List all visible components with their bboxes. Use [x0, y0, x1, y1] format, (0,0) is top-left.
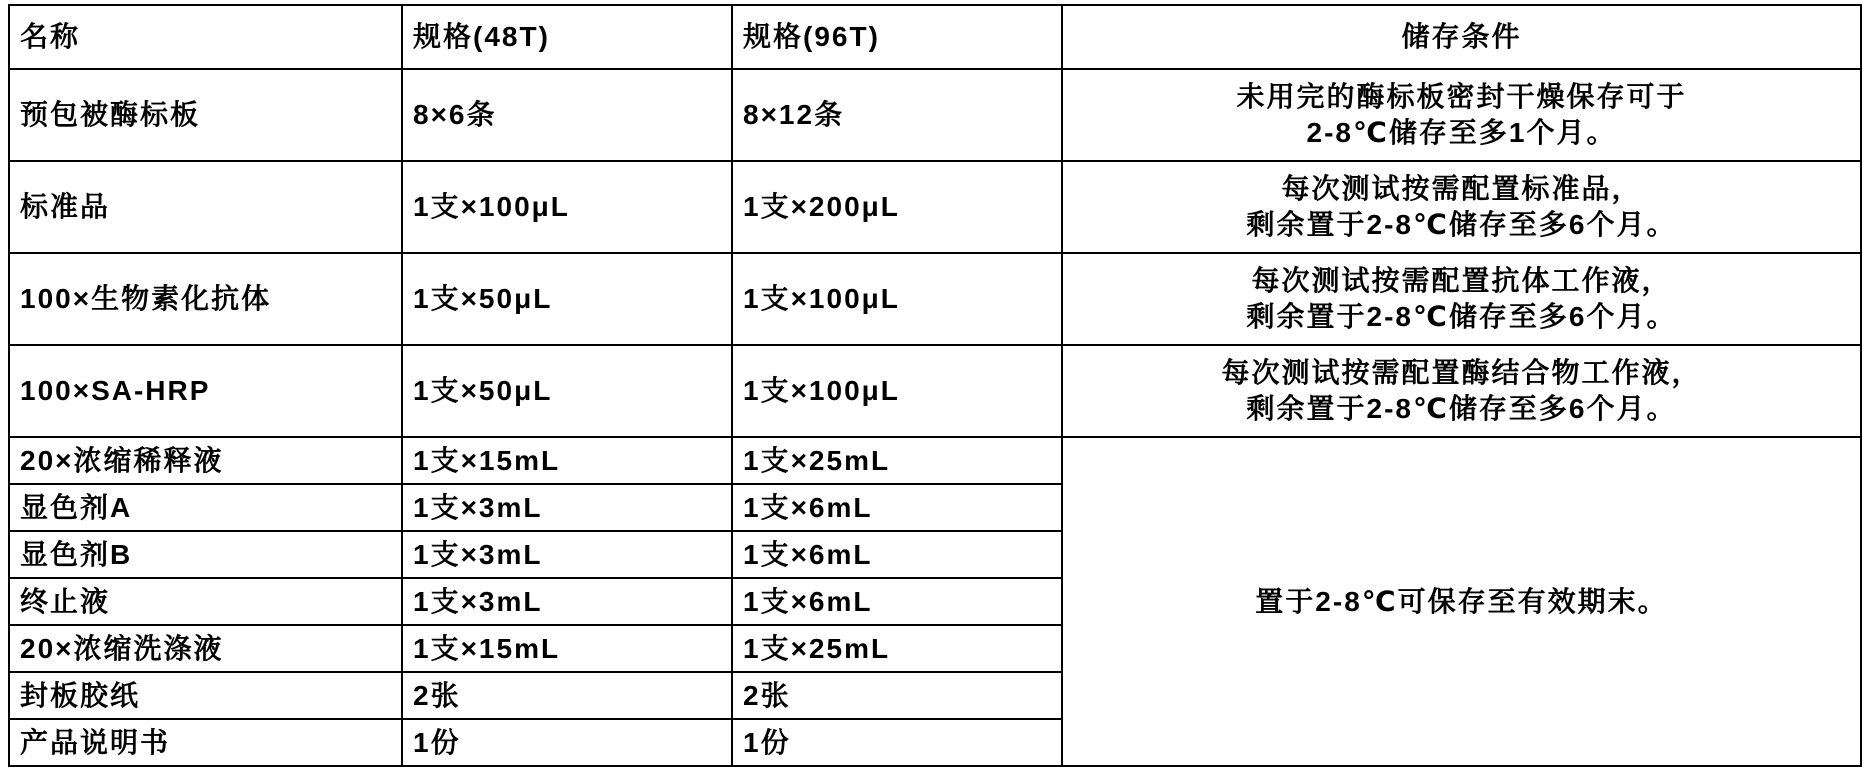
column-header-spec-96t: 规格(96T) [732, 5, 1062, 69]
cell-spec-96t: 1支×6mL [732, 578, 1062, 625]
cell-storage [1062, 345, 1861, 437]
document-page [0, 4, 1875, 758]
cell-name: 20×浓缩洗涤液 [9, 625, 402, 672]
storage-line: 剩余置于2-8℃储存至多6个月。 [1246, 209, 1677, 240]
table-body [9, 69, 1861, 766]
storage-line: 剩余置于2-8℃储存至多6个月。 [1246, 301, 1677, 332]
column-header-storage: 储存条件 [1062, 5, 1861, 69]
cell-spec-96t: 1支×6mL [732, 531, 1062, 578]
cell-name: 产品说明书 [9, 719, 402, 766]
storage-line: 未用完的酶标板密封干燥保存可于 [1236, 81, 1687, 113]
table-header-row [9, 5, 1861, 69]
cell-name: 100×SA-HRP [9, 345, 402, 437]
cell-spec-96t: 2张 [732, 672, 1062, 719]
cell-spec-48t: 1支×15mL [402, 437, 732, 484]
cell-spec-48t: 1支×50μL [402, 253, 732, 345]
storage-line: 每次测试按需配置抗体工作液， [1251, 265, 1672, 297]
cell-spec-96t: 1支×6mL [732, 484, 1062, 531]
cell-storage [1062, 161, 1861, 253]
table-header [9, 5, 1861, 69]
kit-components-table [8, 4, 1862, 767]
column-header-name: 名称 [9, 5, 402, 69]
storage-line: 2-8℃储存至多1个月。 [1306, 117, 1617, 148]
cell-spec-48t: 1支×100μL [402, 161, 732, 253]
cell-name: 终止液 [9, 578, 402, 625]
cell-spec-48t: 1支×3mL [402, 578, 732, 625]
table-row [9, 345, 1861, 437]
cell-spec-48t: 1支×15mL [402, 625, 732, 672]
cell-spec-48t: 1支×50μL [402, 345, 732, 437]
cell-name: 20×浓缩稀释液 [9, 437, 402, 484]
cell-name: 100×生物素化抗体 [9, 253, 402, 345]
cell-spec-96t: 1支×200μL [732, 161, 1062, 253]
cell-spec-48t: 1份 [402, 719, 732, 766]
cell-name: 封板胶纸 [9, 672, 402, 719]
cell-spec-48t: 1支×3mL [402, 531, 732, 578]
cell-name: 预包被酶标板 [9, 69, 402, 161]
cell-name: 标准品 [9, 161, 402, 253]
cell-spec-48t: 1支×3mL [402, 484, 732, 531]
cell-spec-96t: 8×12条 [732, 69, 1062, 161]
cell-spec-48t: 8×6条 [402, 69, 732, 161]
storage-line: 每次测试按需配置酶结合物工作液， [1221, 357, 1702, 389]
cell-spec-96t: 1支×100μL [732, 345, 1062, 437]
cell-storage [1062, 253, 1861, 345]
cell-storage-merged: 置于2-8℃可保存至有效期末。 [1062, 437, 1861, 766]
cell-name: 显色剂A [9, 484, 402, 531]
column-header-spec-48t: 规格(48T) [402, 5, 732, 69]
cell-storage [1062, 69, 1861, 161]
cell-spec-96t: 1支×100μL [732, 253, 1062, 345]
cell-spec-48t: 2张 [402, 672, 732, 719]
storage-line: 每次测试按需配置标准品， [1281, 173, 1642, 205]
table-row [9, 69, 1861, 161]
table-row [9, 437, 1861, 484]
cell-spec-96t: 1支×25mL [732, 437, 1062, 484]
table-row [9, 253, 1861, 345]
cell-spec-96t: 1支×25mL [732, 625, 1062, 672]
storage-line: 剩余置于2-8℃储存至多6个月。 [1246, 393, 1677, 424]
cell-spec-96t: 1份 [732, 719, 1062, 766]
cell-name: 显色剂B [9, 531, 402, 578]
table-row [9, 161, 1861, 253]
